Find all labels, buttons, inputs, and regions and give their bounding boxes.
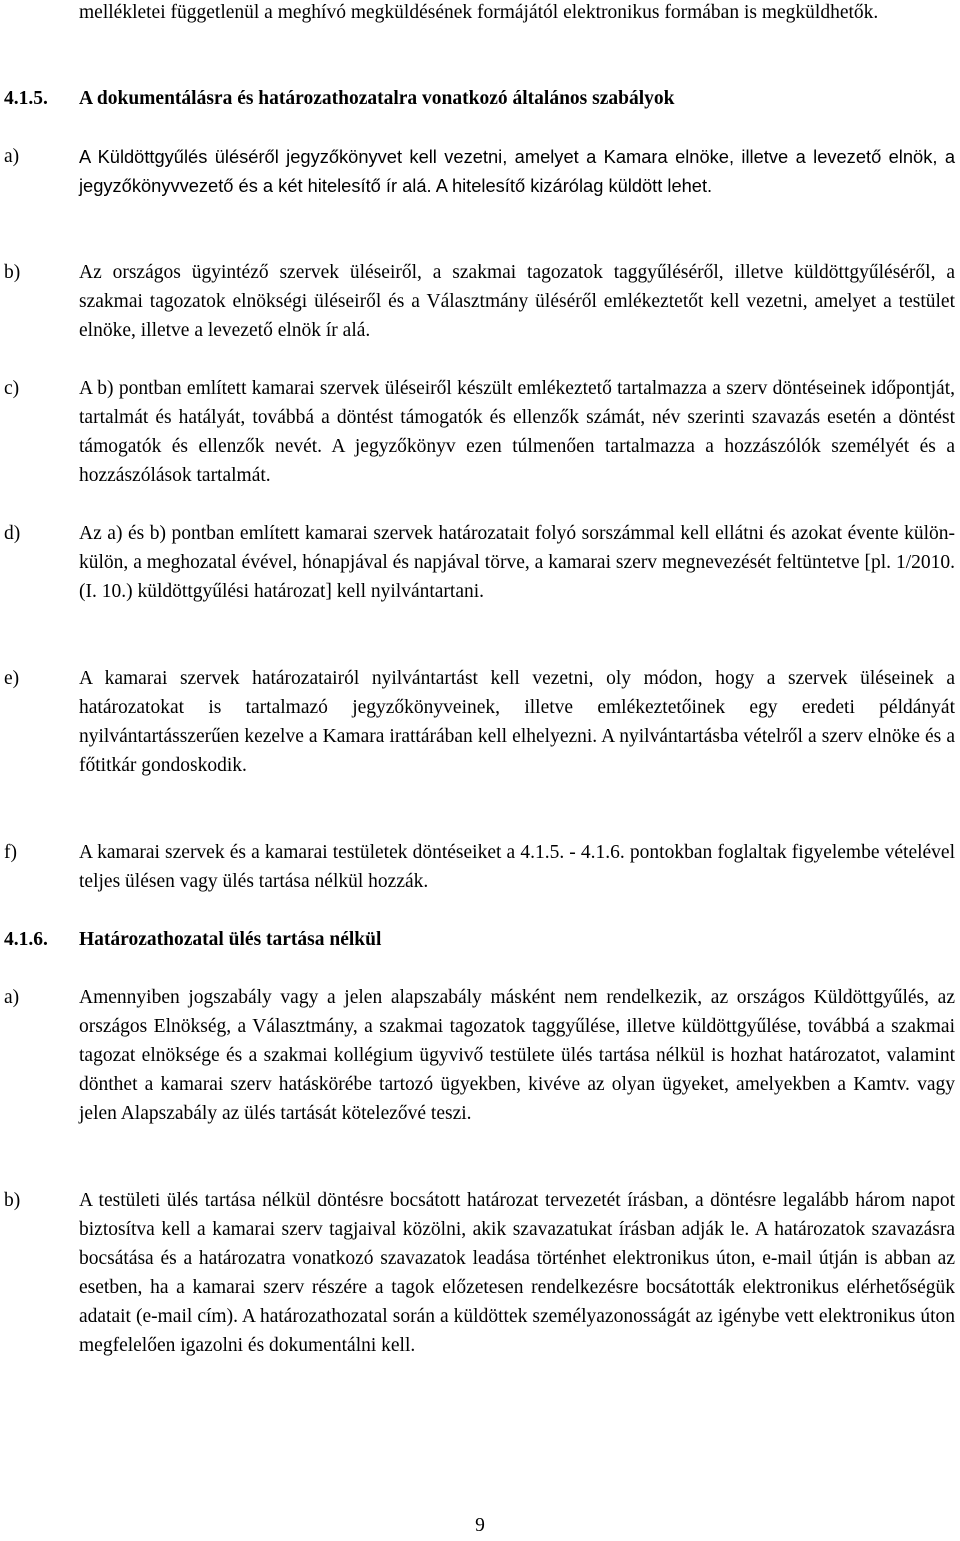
section-416-heading [0,925,960,954]
item-label: a) [4,987,20,1008]
section-416-item-b [0,1186,960,1361]
section-415-title: A dokumentálásra és határozathozatalra vonatkozó általános szabályok [79,88,675,109]
section-416-number: 4.1.6. [4,929,48,950]
section-415-number: 4.1.5. [4,88,48,109]
item-text: A kamarai szervek és a kamarai testületek döntéseiket a 4.1.5. - 4.1.6. pontokban foglaltak figyelembe vételével teljes ülésen vagy ülés tartása nélkül hozzák. [79,842,955,893]
item-label: c) [4,378,20,399]
item-label: f) [4,842,17,863]
section-415-item-b [0,258,960,345]
page-number: 9 [475,1515,485,1536]
item-text: A testületi ülés tartása nélkül döntésre bocsátott határozat tervezetét írásban, a döntésre legalább három napot biztosítva kell a kamarai szerv tagjaival közölni, akik szavazatukat írásban adják le. A határozatok szavazásra bocsátása és a határozatra vonatkozó szavazatok leadása történhet elektronikus úton, e-mail útján is abban az esetben, ha a kamarai szerv részére a tagok előzetesen rendelkezésre bocsátották elektronikus elérhetőségük adatait (e-mail cím). A határozathozatal során a küldöttek személyazonosságát az igénybe vett elektronikus úton megfelelően igazolni és dokumentálni kell. [79,1190,955,1357]
item-text-extra: A hitelesítő kizárólag küldött lehet. [431,175,713,197]
item-text-main: A Küldöttgyűlés üléséről jegyzőkönyvet kell vezetni, amelyet a Kamara elnöke, illetve a levezető elnök, a jegyzőkönyvvezető és a két hitelesítő ír alá. [79,146,955,197]
item-text [79,142,955,200]
item-text: A kamarai szervek határozatairól nyilvántartást kell vezetni, oly módon, hogy a szervek üléseinek a határozatokat is tartalmazó jegyzőkönyveinek, illetve emlékeztetőinek egy eredeti példányát nyilvántartásszerűen kezelve a Kamara irattárában kell elhelyezni. A nyilvántartásba vételről a szerv elnöke és a főtitkár gondoskodik. [79,668,955,777]
item-text: Az országos ügyintéző szervek üléseiről, a szakmai tagozatok taggyűléséről, illetve küldöttgyűléséről, a szakmai tagozatok elnökségi üléseiről és a Választmány üléséről emlékeztetőt kell vezetni, amelyet a testület elnöke, illetve a levezető elnök ír alá. [79,262,955,342]
section-416-title: Határozathozatal ülés tartása nélkül [79,929,382,950]
section-416-item-a [0,983,960,1128]
item-label: e) [4,668,20,689]
item-label: b) [4,262,21,283]
item-text: Az a) és b) pontban említett kamarai szervek határozatait folyó sorszámmal kell ellátni és azokat évente külön-külön, a meghozatal évével, hónapjával és napjával törve, a kamarai szerv megnevezését feltüntetve [pl. 1/2010. (I. 10.) küldöttgyűlési határozat] kell nyilvántartani. [79,523,955,603]
section-415-heading [0,84,960,113]
section-415-item-a [0,142,960,200]
item-label: b) [4,1190,21,1211]
item-text: A b) pontban említett kamarai szervek üléseiről készült emlékeztető tartalmazza a szerv döntéseinek időpontját, tartalmát és hatályát, továbbá a döntést támogatók és ellenzők számát, név szerinti szavazás esetén a döntést támogatók és ellenzők nevét. A jegyzőkönyv ezen túlmenően tartalmazza a hozzászólók személyét és a hozzászólások tartalmát. [79,378,955,487]
section-415-item-e [0,664,960,780]
item-label: d) [4,523,21,544]
section-415-item-d [0,519,960,606]
section-415-item-f [0,838,960,896]
section-415-item-c [0,374,960,490]
item-label: a) [4,146,20,167]
continuation-paragraph [0,0,960,27]
continuation-text: mellékletei függetlenül a meghívó megküldésének formájától elektronikus formában is megküldhetők. [79,2,879,23]
item-text: Amennyiben jogszabály vagy a jelen alapszabály másként nem rendelkezik, az országos Küldöttgyűlés, az országos Elnökség, a Választmány, a szakmai tagozatok taggyűlése, illetve küldöttgyűlése, továbbá a szakmai tagozat elnöksége és a szakmai kollégium ügyvivő testülete ülés tartása nélkül is hozhat határozatot, valamint dönthet a kamarai szerv hatáskörébe tartozó ügyekben, kivéve az olyan ügyeket, amelyekben a Kamtv. vagy jelen Alapszabály az ülés tartását kötelezővé teszi. [79,987,955,1125]
